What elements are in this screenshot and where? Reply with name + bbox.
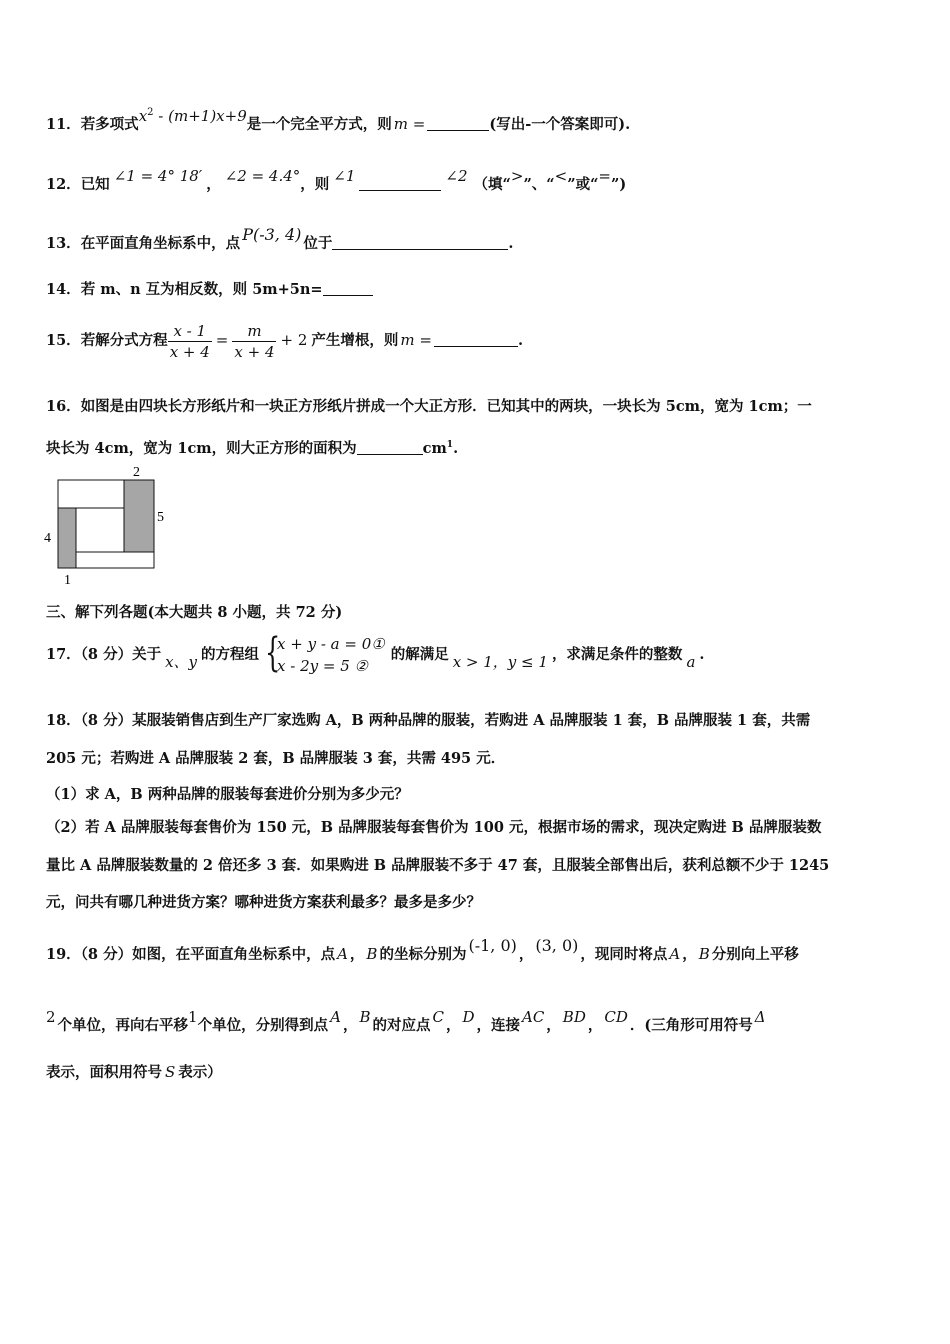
- q15-plus: + 2: [280, 331, 308, 349]
- q15-suffix: 产生增根，则: [311, 332, 399, 349]
- q16-end: .: [453, 439, 459, 457]
- q17-a: a: [686, 653, 696, 671]
- q15-f2-num: m: [232, 321, 276, 342]
- q19-l2-c: 的对应点: [372, 1017, 431, 1034]
- q12-a1: ∠1: [333, 167, 356, 185]
- q19-l1-d: 分别向上平移: [711, 946, 799, 963]
- q19-S: S: [165, 1063, 176, 1081]
- q19-l2-e: ．(三角形可用符号: [629, 1017, 753, 1034]
- q13-end: .: [508, 235, 514, 252]
- q15-number: 15．: [46, 332, 81, 349]
- q19-A2: A: [669, 945, 681, 963]
- q18-number: 18．: [46, 712, 81, 729]
- q18-line2: 205 元；若购进 A 品牌服装 2 套，B 品牌服装 3 套，共需 495 元．: [46, 750, 506, 767]
- q13-point: P(-3, 4): [242, 225, 302, 244]
- q11-poly-rest: (m+1)x+9: [168, 107, 247, 125]
- section-3-title: 三、解下列各题(本大题共 8 小题，共 72 分): [46, 604, 343, 621]
- q11-poly-sq: 2: [147, 107, 154, 118]
- q16-line2: 块长为 4cm，宽为 1cm，则大正方形的面积为: [46, 439, 357, 457]
- q17-end: .: [699, 646, 705, 663]
- q17-eq2: x - 2y = 5 ②: [277, 657, 368, 675]
- q14-number: 14．: [46, 281, 81, 298]
- q12-then: ，则: [300, 176, 330, 193]
- q19-l1-c: ，现同时将点: [580, 946, 668, 963]
- q11-answer-blank[interactable]: [427, 116, 489, 131]
- q19-D: D: [462, 1008, 475, 1026]
- question-19-line1: [46, 937, 799, 972]
- q17-tail: ，求满足条件的整数: [551, 646, 683, 663]
- q17-condition: x > 1，y ≤ 1: [452, 653, 548, 671]
- q12-number: 12．: [46, 176, 81, 193]
- figure-label-right: 5: [157, 510, 164, 525]
- q19-two: 2: [46, 1008, 56, 1026]
- q12-gt: >: [510, 167, 524, 185]
- q19-l3-a: 表示，面积用符号: [46, 1064, 162, 1081]
- q15-fraction-right: [232, 321, 276, 362]
- q14-answer-blank[interactable]: [323, 281, 373, 296]
- q11-poly-minus: -: [153, 107, 169, 125]
- q19-C: C: [432, 1008, 444, 1026]
- q17-mid2: 的解满足: [390, 646, 449, 663]
- q19-sep4: ，: [342, 1017, 358, 1034]
- q19-B2: B: [698, 945, 710, 963]
- q18-sub2-line2: 量比 A 品牌服装数量的 2 倍还多 3 套．如果购进 B 品牌服装不多于 47 套，且服装全部售出后，获利总额不少于 1245: [46, 857, 830, 874]
- q17-number: 17．: [46, 646, 81, 663]
- q12-tail-c: ”或“: [567, 176, 599, 193]
- question-19-line2: [46, 1008, 766, 1043]
- figure-label-left: 4: [44, 531, 51, 546]
- q18-sub2-line3: 元，问共有哪几种进货方案？哪种进货方案获利最多？最多是多少？: [46, 894, 481, 911]
- q13-suffix: 位于: [303, 235, 333, 252]
- q18-sub2-line1: （2）若 A 品牌服装每套售价为 150 元，B 品牌服装每套售价为 100 元，根据市场的需求，现决定购进 B 品牌服装数: [46, 819, 822, 836]
- q19-B3: B: [359, 1008, 371, 1026]
- q19-coordB: (3, 0): [535, 936, 579, 955]
- figure-label-top: 2: [133, 465, 140, 480]
- q16-number: 16．: [46, 398, 81, 415]
- q19-sep3: ，: [682, 946, 697, 963]
- q19-A: A: [337, 945, 348, 963]
- q15-f1-den: x + 4: [169, 342, 210, 361]
- q17-vars: x、y: [165, 653, 198, 671]
- question-15: [46, 318, 523, 363]
- q19-sep2: ，: [518, 946, 534, 963]
- q13-answer-blank[interactable]: [332, 235, 508, 250]
- q19-sep7: ，: [587, 1017, 603, 1034]
- q15-end: .: [517, 332, 523, 349]
- q15-f1-num: x - 1: [168, 321, 212, 342]
- q16-answer-blank[interactable]: [357, 440, 423, 455]
- q18-line1: （8 分）某服装销售店到生产厂家选购 A，B 两种品牌的服装，若购进 A 品牌服装 1 套，B 品牌服装 1 套，共需: [80, 712, 811, 729]
- q19-AC: AC: [521, 1008, 545, 1026]
- q12-comma: ，: [206, 176, 221, 193]
- q19-A3: A: [330, 1008, 341, 1026]
- q15-f2-den: x + 4: [234, 342, 275, 361]
- q19-coordA: (-1, 0): [468, 936, 517, 955]
- q12-tail-b: ”、“: [523, 176, 555, 193]
- q15-prefix: 若解分式方程: [80, 332, 168, 349]
- question-16-line2: [46, 435, 458, 459]
- figure-label-bottom: 1: [64, 573, 71, 588]
- q19-l3-b: 表示）: [178, 1064, 222, 1081]
- q12-a2: ∠2: [445, 167, 468, 185]
- question-13: [46, 225, 514, 254]
- q13-number: 13．: [46, 235, 81, 252]
- question-17: [46, 630, 704, 679]
- q15-fraction-left: [168, 321, 212, 362]
- q19-sep5: ，: [445, 1017, 461, 1034]
- q14-text: 若 m、n 互为相反数，则 5m+5n=: [80, 281, 323, 298]
- question-19-line3: [46, 1062, 222, 1083]
- figure-left-rect: [58, 508, 76, 568]
- q19-BD: BD: [562, 1008, 586, 1026]
- q17-eq1: x + y - a = 0①: [277, 635, 385, 653]
- q16-unit: cm: [422, 439, 447, 457]
- q12-prefix: 已知: [80, 176, 110, 193]
- q19-one: 1: [188, 1008, 198, 1026]
- q19-B: B: [366, 945, 378, 963]
- q12-eq: =: [598, 167, 611, 185]
- question-16-line1: [46, 397, 812, 417]
- question-14: [46, 280, 373, 300]
- q17-brace: {: [265, 630, 281, 676]
- question-11: [46, 107, 631, 137]
- q12-angle2: ∠2 = 4.4°: [224, 167, 301, 185]
- q11-mid: 是一个完全平方式，则: [246, 116, 392, 133]
- q19-l2-b: 个单位，分别得到点: [197, 1017, 329, 1034]
- q17-mid: 的方程组: [201, 646, 260, 663]
- question-12: [46, 167, 627, 195]
- q17-equation-system: [265, 630, 385, 677]
- q11-poly-x: x: [138, 107, 148, 125]
- q19-sep1: ，: [349, 946, 365, 963]
- q19-l2-a: 个单位，再向右平移: [57, 1017, 189, 1034]
- question-18-line1: [46, 711, 810, 731]
- q11-suffix: (写出-一个答案即可).: [489, 116, 631, 133]
- q19-number: 19．: [46, 946, 81, 963]
- q19-l2-d: ，连接: [476, 1017, 520, 1034]
- q15-eq: =: [215, 331, 229, 349]
- q19-delta: Δ: [754, 1008, 766, 1026]
- q12-tail-a: （填“: [473, 176, 511, 193]
- q12-angle1: ∠1 = 4° 18′: [113, 167, 203, 185]
- q19-l1-a: （8 分）如图，在平面直角坐标系中，点: [80, 946, 336, 963]
- q16-unit-sup: 1: [446, 440, 454, 450]
- q19-l1-b: 的坐标分别为: [379, 946, 467, 963]
- q18-sub1: （1）求 A，B 两种品牌的服装每套进价分别为多少元？: [46, 786, 409, 803]
- figure-right-rect: [124, 480, 154, 552]
- q13-prefix: 在平面直角坐标系中，点: [80, 235, 241, 252]
- q19-sep6: ，: [546, 1017, 561, 1034]
- q12-lt: <: [554, 167, 568, 185]
- q15-var: m =: [400, 331, 432, 349]
- q15-answer-blank[interactable]: [434, 332, 518, 347]
- q11-prefix: 若多项式: [80, 116, 139, 133]
- q16-figure: [40, 462, 175, 592]
- q17-score: （8 分）关于: [80, 646, 162, 663]
- q16-line1: 如图是由四块长方形纸片和一块正方形纸片拼成一个大正方形．已知其中的两块，一块长为 5cm，宽为 1cm；一: [80, 398, 812, 415]
- q19-CD: CD: [604, 1008, 628, 1026]
- q12-answer-blank[interactable]: [359, 176, 441, 191]
- q11-var: m =: [393, 115, 426, 133]
- q11-number: 11．: [46, 116, 81, 133]
- q12-tail-d: ”): [611, 176, 627, 193]
